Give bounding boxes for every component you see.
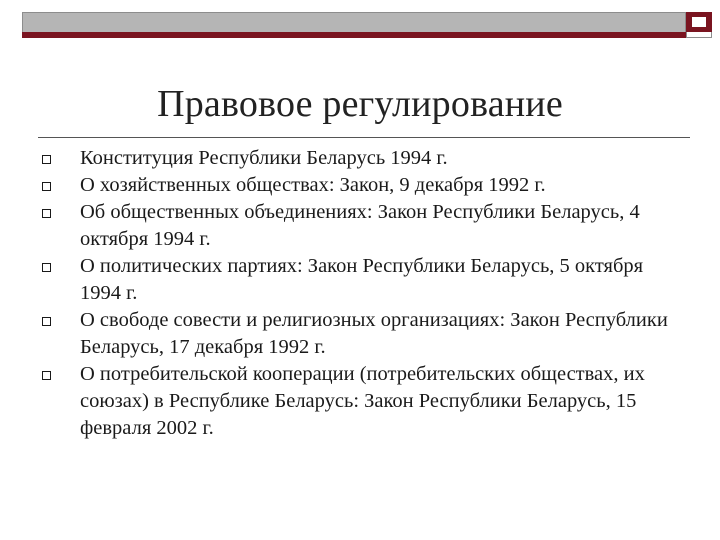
bullet-text: О свободе совести и религиозных организациях: Закон Республики Беларусь, 17 декабря 1992 г. bbox=[80, 309, 668, 358]
hollow-square-bullet-icon bbox=[42, 209, 51, 218]
hollow-square-bullet-icon bbox=[42, 317, 51, 326]
bullet-item bbox=[40, 307, 680, 361]
hollow-square-bullet-icon bbox=[42, 263, 51, 272]
bullet-text: Об общественных объединениях: Закон Республики Беларусь, 4 октября 1994 г. bbox=[80, 201, 640, 250]
header-accent-stripe bbox=[22, 32, 712, 38]
bullet-item bbox=[40, 361, 680, 442]
bullet-list bbox=[40, 145, 680, 442]
hollow-square-bullet-icon bbox=[42, 182, 51, 191]
bullet-item bbox=[40, 145, 680, 172]
bullet-item bbox=[40, 199, 680, 253]
hollow-square-bullet-icon bbox=[42, 371, 51, 380]
title-divider bbox=[38, 137, 690, 138]
bullet-text: О хозяйственных обществах: Закон, 9 декабря 1992 г. bbox=[80, 174, 546, 196]
corner-decoration-inner bbox=[692, 17, 706, 27]
bullet-text: О политических партиях: Закон Республики Беларусь, 5 октября 1994 г. bbox=[80, 255, 644, 304]
bullet-text: Конституция Республики Беларусь 1994 г. bbox=[80, 147, 448, 169]
bullet-text: О потребительской кооперации (потребительских обществах, их союзах) в Республике Беларусь: Закон Республики Беларусь, 15 февраля 2002 г. bbox=[80, 363, 645, 439]
slide-title: Правовое регулирование bbox=[157, 83, 563, 125]
bullet-item bbox=[40, 172, 680, 199]
hollow-square-bullet-icon bbox=[42, 155, 51, 164]
bullet-item bbox=[40, 253, 680, 307]
